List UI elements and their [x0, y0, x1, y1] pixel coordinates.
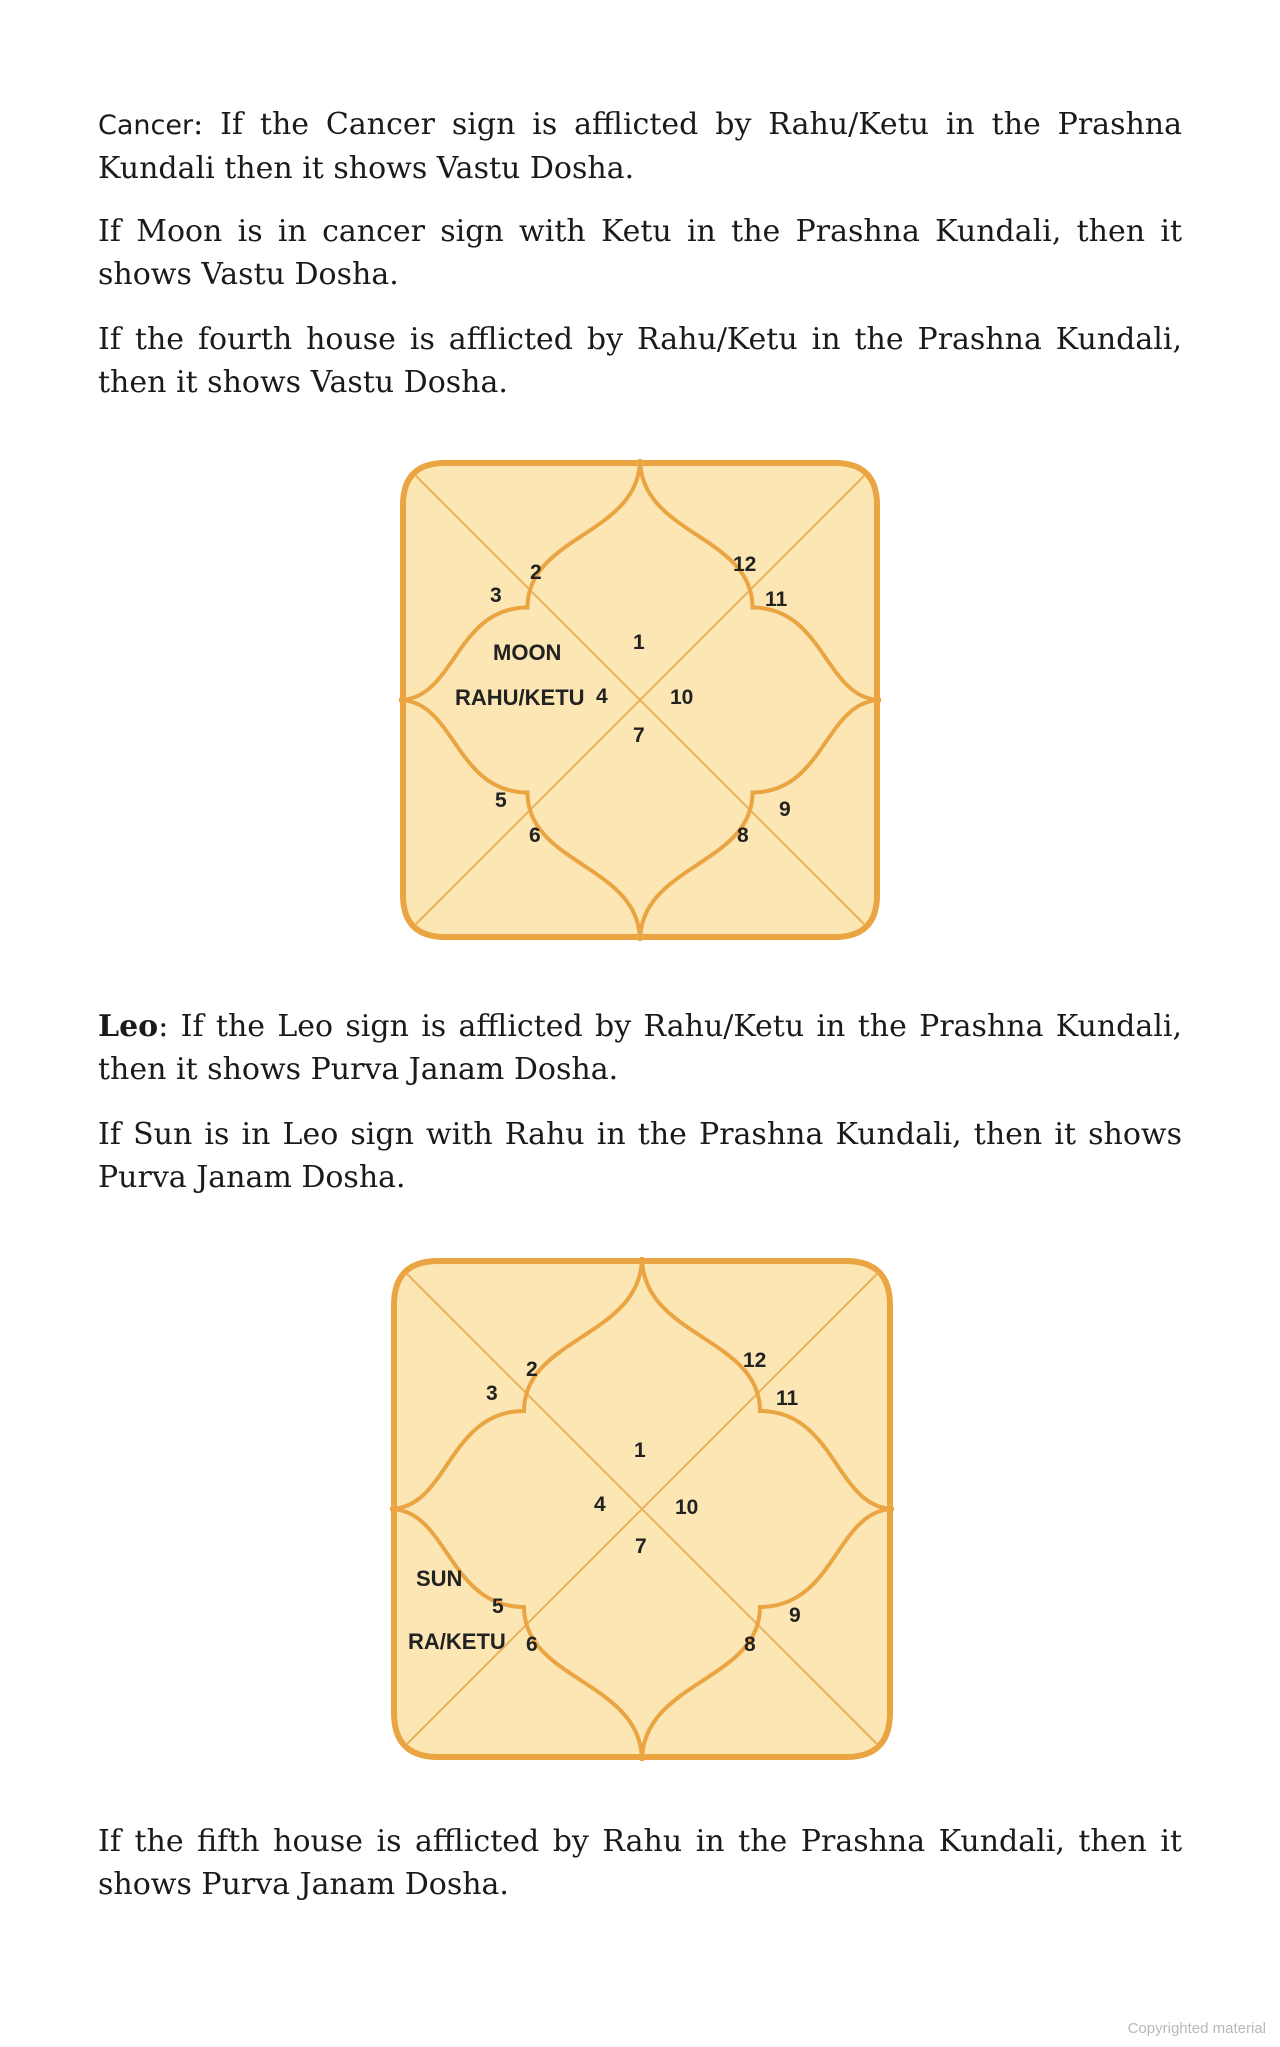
- house-number-12: 12: [743, 1349, 767, 1372]
- copyright-footer: Copyrighted material: [1127, 2020, 1266, 2037]
- house-number-8: 8: [737, 824, 749, 847]
- term-cancer: Cancer: [98, 110, 194, 141]
- house-number-11: 11: [765, 588, 788, 611]
- house-number-3: 3: [486, 1382, 498, 1405]
- house-number-2: 2: [530, 561, 542, 584]
- paragraph-fourth-house: If the fourth house is afflicted by Rahu/Ketu in the Prashna Kundali, then it shows Vastu Dosha.: [98, 322, 1182, 400]
- house-number-10: 10: [675, 1496, 699, 1519]
- house-number-6: 6: [526, 1633, 538, 1656]
- kundali-chart-leo: [386, 1253, 898, 1765]
- house-number-2: 2: [526, 1358, 538, 1381]
- house-number-8: 8: [744, 1633, 756, 1656]
- planet-label-moon: MOON: [493, 640, 562, 665]
- kundali-chart-svg: [395, 455, 885, 945]
- paragraph-leo-text: : If the Leo sign is afflicted by Rahu/Ketu in the Prashna Kundali, then it shows Purva Janam Dosha.: [98, 1009, 1182, 1087]
- house-number-9: 9: [779, 798, 791, 821]
- kundali-chart-svg-2: [386, 1253, 898, 1765]
- house-number-10: 10: [670, 686, 694, 709]
- house-number-4: 4: [596, 685, 608, 708]
- house-number-9: 9: [789, 1604, 801, 1627]
- house-number-6: 6: [529, 824, 541, 847]
- house-number-5: 5: [492, 1595, 504, 1618]
- house-number-11: 11: [776, 1387, 799, 1410]
- term-leo: Leo: [98, 1009, 159, 1044]
- house-number-7: 7: [633, 724, 645, 747]
- house-number-12: 12: [733, 553, 757, 576]
- paragraph-moon: If Moon is in cancer sign with Ketu in the Prashna Kundali, then it shows Vastu Dosha.: [98, 214, 1182, 292]
- house-number-1: 1: [633, 631, 645, 654]
- house-number-1: 1: [634, 1439, 646, 1462]
- house-number-4: 4: [594, 1493, 606, 1516]
- paragraph-leo: [98, 1005, 1182, 1091]
- paragraph-cancer: [98, 103, 1182, 190]
- house-number-3: 3: [490, 584, 502, 607]
- house-number-7: 7: [635, 1535, 647, 1558]
- planet-label-rahu-ketu: RAHU/KETU: [455, 685, 585, 710]
- house-number-5: 5: [495, 789, 507, 812]
- paragraph-fifth-house: If the fifth house is afflicted by Rahu in the Prashna Kundali, then it shows Purva Janam Dosha.: [98, 1824, 1182, 1902]
- planet-label-ra-ketu: RA/KETU: [408, 1629, 506, 1654]
- kundali-chart-cancer: [395, 455, 885, 945]
- paragraph-sun: If Sun is in Leo sign with Rahu in the Prashna Kundali, then it shows Purva Janam Dosha.: [98, 1117, 1182, 1195]
- planet-label-sun: SUN: [416, 1566, 463, 1591]
- paragraph-cancer-text: : If the Cancer sign is afflicted by Rahu/Ketu in the Prashna Kundali then it shows Vastu Dosha.: [98, 107, 1182, 186]
